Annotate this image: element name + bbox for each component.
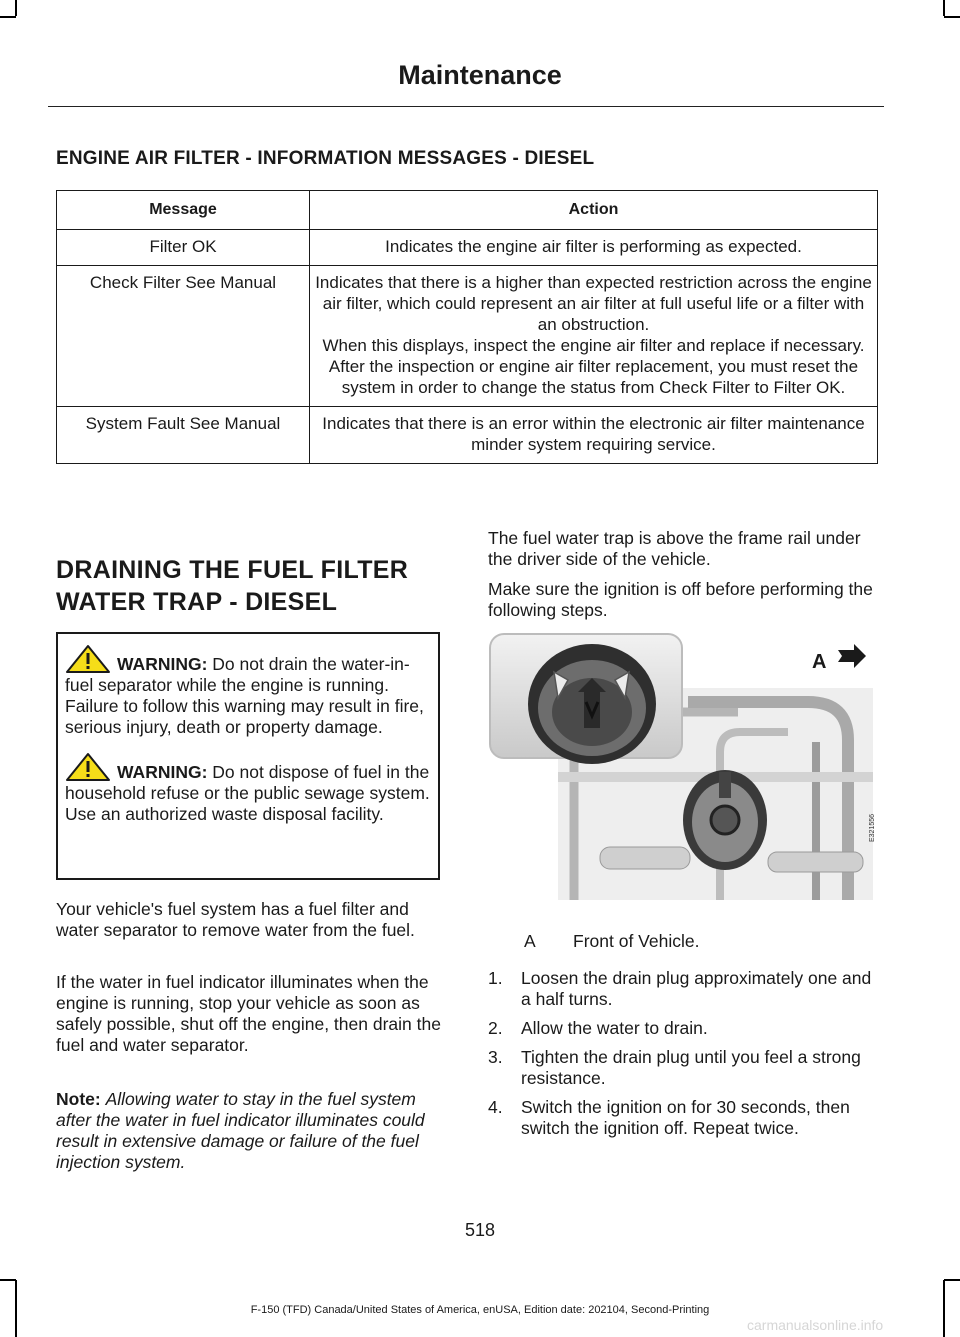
warning-triangle-icon: [65, 644, 111, 674]
warning-box: [56, 632, 440, 880]
action-text: Indicates that there is a higher than expected restriction across the engine air filter, which could represent an air filter at full useful life or a filter with an obstruction.: [315, 273, 872, 334]
warning-triangle-icon: [65, 752, 111, 782]
column-header-action: Action: [310, 191, 878, 230]
fuel-filter-illustration: [488, 632, 878, 900]
list-item: [488, 1018, 882, 1039]
section-title: ENGINE AIR FILTER - INFORMATION MESSAGES - DIESEL: [56, 148, 595, 169]
step-text: Allow the water to drain.: [521, 1018, 708, 1038]
step-text: Tighten the drain plug until you feel a strong resistance.: [521, 1047, 861, 1088]
step-number: 3.: [488, 1047, 503, 1067]
arrow-right-icon: [838, 644, 866, 668]
crop-mark: [0, 16, 16, 18]
column-header-message: Message: [57, 191, 310, 230]
action-cell: [310, 230, 878, 266]
action-cell: [310, 266, 878, 407]
list-item: [488, 1047, 882, 1089]
figure-code: E321556: [869, 813, 876, 842]
step-number: 2.: [488, 1018, 503, 1038]
body-paragraph: Your vehicle's fuel system has a fuel filter and water separator to remove water from the fuel.: [56, 899, 415, 940]
step-number: 4.: [488, 1097, 503, 1117]
fuel-filter-figure: [488, 632, 878, 900]
warning-paragraph: [65, 752, 432, 825]
list-item: [488, 1097, 882, 1139]
action-cell: [310, 407, 878, 464]
warning-text: Do not dispose of fuel in the household refuse or the public sewage system. Use an authorized waste disposal facility.: [65, 762, 430, 824]
body-paragraph: If the water in fuel indicator illuminates when the engine is running, stop your vehicle as soon as safely possible, shut off the engine, then drain the fuel and water separator.: [56, 972, 441, 1055]
action-text: Indicates the engine air filter is performing as expected.: [385, 237, 802, 256]
crop-mark: [944, 16, 960, 18]
table-row: [57, 230, 878, 266]
crop-mark: [15, 0, 17, 16]
page-title: Maintenance: [398, 60, 562, 90]
callout-label: A: [812, 651, 827, 673]
steps-list: [488, 968, 882, 1147]
action-text: Indicates that there is an error within the electronic air filter maintenance minder system requiring service.: [322, 414, 865, 454]
section-heading-line1: DRAINING THE FUEL FILTER: [56, 556, 409, 584]
note-label: Note:: [56, 1089, 101, 1109]
page-number: 518: [464, 1220, 496, 1240]
legend-key: A: [524, 931, 536, 951]
legend-value: Front of Vehicle.: [573, 931, 700, 951]
warning-text: Do not drain the water-in-fuel separator while the engine is running. Failure to follow this warning may result in fire, serious injury, death or property damage.: [65, 654, 424, 737]
step-text: Loosen the drain plug approximately one and a half turns.: [521, 968, 872, 1009]
crop-mark: [0, 1279, 16, 1281]
step-number: 1.: [488, 968, 503, 988]
note-paragraph: [56, 1089, 448, 1173]
header-divider: [48, 106, 884, 107]
body-paragraph: Make sure the ignition is off before performing the following steps.: [488, 579, 873, 620]
table-row: [57, 407, 878, 464]
table-header-row: [57, 191, 878, 230]
note-text: Allowing water to stay in the fuel system after the water in fuel indicator illuminates could result in extensive damage or failure of the fuel injection system.: [56, 1089, 425, 1172]
warning-label: WARNING:: [117, 654, 208, 674]
action-text: When this displays, inspect the engine air filter and replace if necessary.: [322, 336, 865, 355]
section-heading-line2: WATER TRAP - DIESEL: [56, 588, 338, 616]
message-cell: Filter OK: [57, 230, 310, 266]
watermark-link[interactable]: carmanualsonline.info: [747, 1317, 884, 1333]
warning-paragraph: [65, 644, 432, 738]
table-row: [57, 266, 878, 407]
message-cell: System Fault See Manual: [57, 407, 310, 464]
crop-mark: [943, 0, 945, 16]
edition-info: F-150 (TFD) Canada/United States of America, enUSA, Edition date: 202104, Second-Printing: [250, 1304, 710, 1316]
step-text: Switch the ignition on for 30 seconds, then switch the ignition off. Repeat twice.: [521, 1097, 850, 1138]
action-text: After the inspection or engine air filter replacement, you must reset the system in order to change the status from Check Filter to Filter OK.: [328, 357, 859, 397]
crop-mark: [944, 1279, 960, 1281]
messages-table: [56, 190, 878, 464]
warning-label: WARNING:: [117, 762, 208, 782]
list-item: [488, 968, 882, 1010]
body-paragraph: The fuel water trap is above the frame rail under the driver side of the vehicle.: [488, 528, 861, 569]
message-cell: Check Filter See Manual: [57, 266, 310, 407]
